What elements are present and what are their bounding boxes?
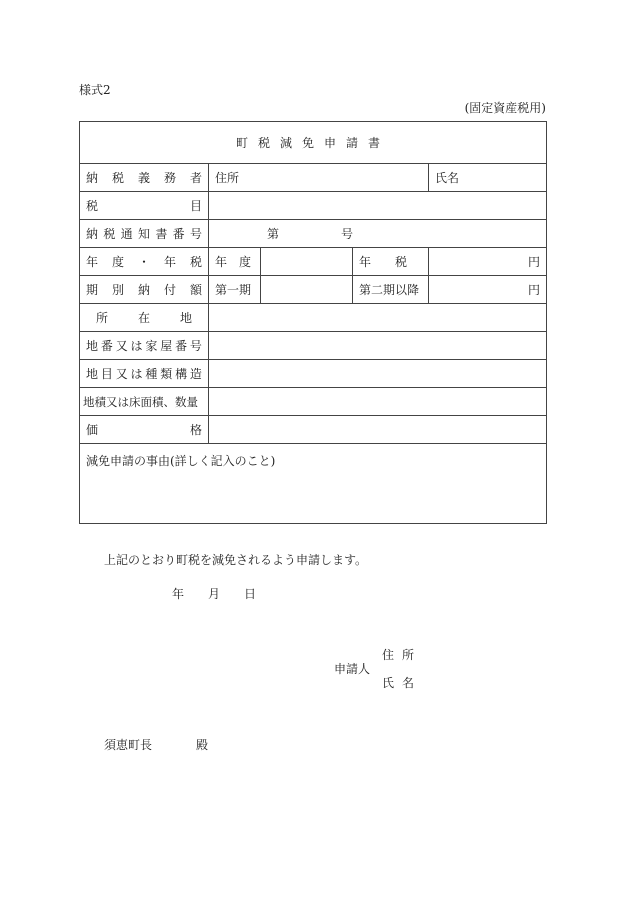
first-period-label: 第一期	[209, 276, 261, 304]
fiscal-year-row	[80, 248, 547, 276]
addressee-honorific: 殿	[196, 738, 209, 752]
lot-number-value[interactable]	[209, 332, 547, 360]
location-row	[80, 304, 547, 332]
reason-field[interactable]: 減免申請の事由(詳しく記入のこと)	[80, 444, 547, 524]
land-category-label: 地 目 又 は 種 類 構 造	[80, 360, 209, 388]
tax-item-value[interactable]	[209, 192, 547, 220]
applicant-label: 申請人	[334, 662, 371, 676]
land-category-row	[80, 360, 547, 388]
declaration-text: 上記のとおり町税を減免されるよう申請します。	[104, 553, 368, 567]
addressee-title: 須恵町長	[104, 738, 153, 752]
date-line	[172, 585, 256, 602]
notice-number-label: 納 税 通 知 書 番 号	[80, 220, 209, 248]
lot-number-label: 地 番 又 は 家 屋 番 号	[80, 332, 209, 360]
tax-item-label: 税 目	[80, 192, 209, 220]
price-value[interactable]	[209, 416, 547, 444]
installment-label: 期 別 納 付 額	[80, 276, 209, 304]
form-title: 町税減免申請書	[80, 122, 547, 164]
date-month[interactable]: 月	[208, 587, 221, 601]
taxpayer-row	[80, 164, 547, 192]
tax-year-sublabel: 年 税	[353, 248, 429, 276]
reason-row	[80, 444, 547, 524]
addressee	[104, 736, 208, 753]
year-sublabel: 年 度	[209, 248, 261, 276]
fiscal-year-label: 年 度 ・ 年 税	[80, 248, 209, 276]
date-year[interactable]: 年	[172, 587, 185, 601]
applicant-block	[334, 646, 424, 690]
tax-year-amount[interactable]: 円	[429, 248, 547, 276]
usage-note: (固定資産税用)	[464, 101, 546, 115]
tax-item-row	[80, 192, 547, 220]
notice-number-row	[80, 220, 547, 248]
installment-row	[80, 276, 547, 304]
land-category-value[interactable]	[209, 360, 547, 388]
year-value[interactable]	[261, 248, 353, 276]
second-period-label: 第二期以降	[353, 276, 429, 304]
taxpayer-name-cell[interactable]: 氏名	[429, 164, 547, 192]
location-value[interactable]	[209, 304, 547, 332]
location-label: 所 在 地	[80, 304, 209, 332]
price-row	[80, 416, 547, 444]
taxpayer-address-cell[interactable]: 住所	[209, 164, 429, 192]
title-row	[80, 122, 547, 164]
form-number-label: 様式2	[79, 83, 111, 97]
application-form-table	[79, 121, 547, 524]
first-period-value[interactable]	[261, 276, 353, 304]
area-row	[80, 388, 547, 416]
applicant-name-label[interactable]: 氏名	[382, 676, 423, 690]
area-value[interactable]	[209, 388, 547, 416]
taxpayer-label: 納 税 義 務 者	[80, 164, 209, 192]
second-period-amount[interactable]: 円	[429, 276, 547, 304]
price-label: 価 格	[80, 416, 209, 444]
notice-dai: 第	[267, 227, 280, 241]
area-label: 地積又は床面積、数量	[80, 388, 209, 416]
date-day[interactable]: 日	[244, 587, 257, 601]
notice-number-value[interactable]	[209, 220, 547, 248]
applicant-address-label[interactable]: 住所	[382, 648, 423, 662]
notice-go: 号	[341, 227, 354, 241]
lot-number-row	[80, 332, 547, 360]
